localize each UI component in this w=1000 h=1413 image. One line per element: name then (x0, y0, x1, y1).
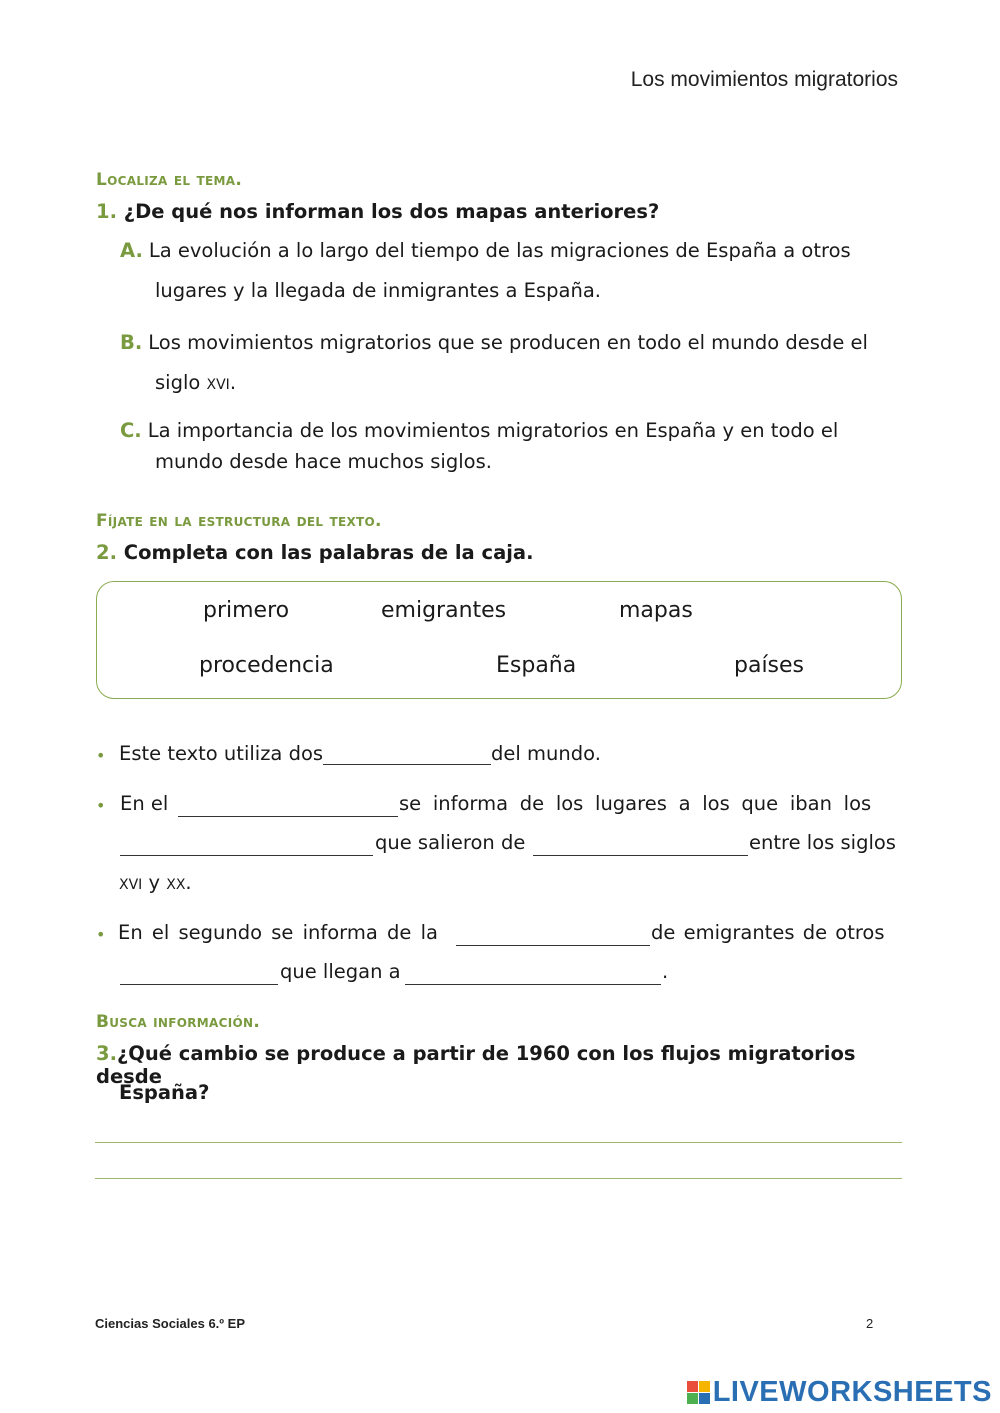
word-procedencia[interactable]: procedencia (199, 653, 334, 678)
blank-input[interactable] (178, 794, 398, 817)
sentence-3-part3: que llegan a (280, 960, 401, 983)
sentence-text: . (185, 871, 192, 894)
sentence-3-part2: de emigrantes de otros (651, 921, 885, 944)
word-paises[interactable]: países (734, 653, 805, 678)
section-heading-localiza: Localiza el tema. (96, 170, 243, 190)
option-letter: A. (120, 239, 143, 262)
question-3-cont: España? (119, 1081, 210, 1104)
question-3 (96, 1042, 902, 1088)
question-text: ¿Qué cambio se produce a partir de 1960 con los flujos migratorios desde (96, 1042, 856, 1088)
sentence-1 (119, 742, 601, 765)
question-2 (96, 541, 533, 564)
sentence-text: y (142, 871, 167, 894)
sentence-2-part3: que salieron de (375, 831, 526, 854)
sentence-3-part4: . (662, 960, 669, 983)
blank-input[interactable] (533, 833, 748, 856)
option-letter: C. (120, 419, 142, 442)
brand-name: LIVEWORKSHEETS (712, 1376, 992, 1408)
option-text: La evolución a lo largo del tiempo de las migraciones de España a otros (148, 239, 851, 262)
bullet: • (96, 746, 106, 765)
section-heading-fijate: Fíjate en la estructura del texto. (96, 511, 382, 531)
option-text: La importancia de los movimientos migratorios en España y en todo el (147, 419, 839, 442)
bullet: • (96, 796, 106, 815)
sentence-text: del mundo. (491, 742, 601, 765)
section-heading-busca: Busca información. (96, 1012, 261, 1032)
bullet: • (96, 925, 106, 944)
word-emigrantes[interactable]: emigrantes (381, 598, 507, 623)
option-text-part: . (229, 371, 237, 394)
option-text-part: siglo (155, 371, 207, 394)
blank-input[interactable] (323, 742, 491, 765)
page-header-title: Los movimientos migratorios (630, 68, 898, 91)
option-b[interactable] (120, 323, 902, 403)
answer-line[interactable] (95, 1142, 902, 1143)
question-text: Completa con las palabras de la caja. (123, 541, 534, 564)
option-text-cont: mundo desde hace muchos siglos. (155, 450, 492, 473)
option-text-cont (120, 363, 902, 403)
question-number: 1. (96, 200, 117, 223)
question-text: ¿De qué nos informan los dos mapas anteriores? (123, 200, 660, 223)
sentence-2-part4: entre los siglos (749, 831, 896, 854)
word-primero[interactable]: primero (203, 598, 290, 623)
question-number: 3. (96, 1042, 117, 1065)
option-letter: B. (120, 331, 143, 354)
roman-numeral: xx (166, 871, 186, 894)
option-text-cont: lugares y la llegada de inmigrantes a España. (155, 279, 601, 302)
answer-line[interactable] (95, 1178, 902, 1179)
blank-input[interactable] (405, 962, 661, 985)
sentence-text: Este texto utiliza dos (119, 742, 324, 765)
sentence-3-part1: En el segundo se informa de la (118, 921, 438, 944)
sentence-2-part2: se informa de los lugares a los que iban los (399, 792, 872, 815)
liveworksheets-icon (687, 1381, 710, 1404)
blank-input[interactable] (456, 923, 650, 946)
word-mapas[interactable]: mapas (619, 598, 693, 623)
sentence-2-part5 (119, 871, 192, 894)
question-number: 2. (96, 541, 117, 564)
option-text: Los movimientos migratorios que se producen en todo el mundo desde el (148, 331, 868, 354)
roman-numeral: xvi (206, 371, 230, 394)
question-1 (96, 200, 659, 223)
footer-course: Ciencias Sociales 6.º EP (95, 1316, 245, 1331)
blank-input[interactable] (120, 962, 278, 985)
blank-input[interactable] (120, 833, 373, 856)
page-number: 2 (866, 1316, 874, 1331)
roman-numeral: xvi (119, 871, 143, 894)
liveworksheets-logo (687, 1376, 992, 1409)
option-a[interactable] (120, 231, 902, 311)
word-espana[interactable]: España (496, 653, 577, 678)
option-c[interactable] (120, 415, 902, 477)
sentence-2-part1: En el (120, 792, 169, 815)
